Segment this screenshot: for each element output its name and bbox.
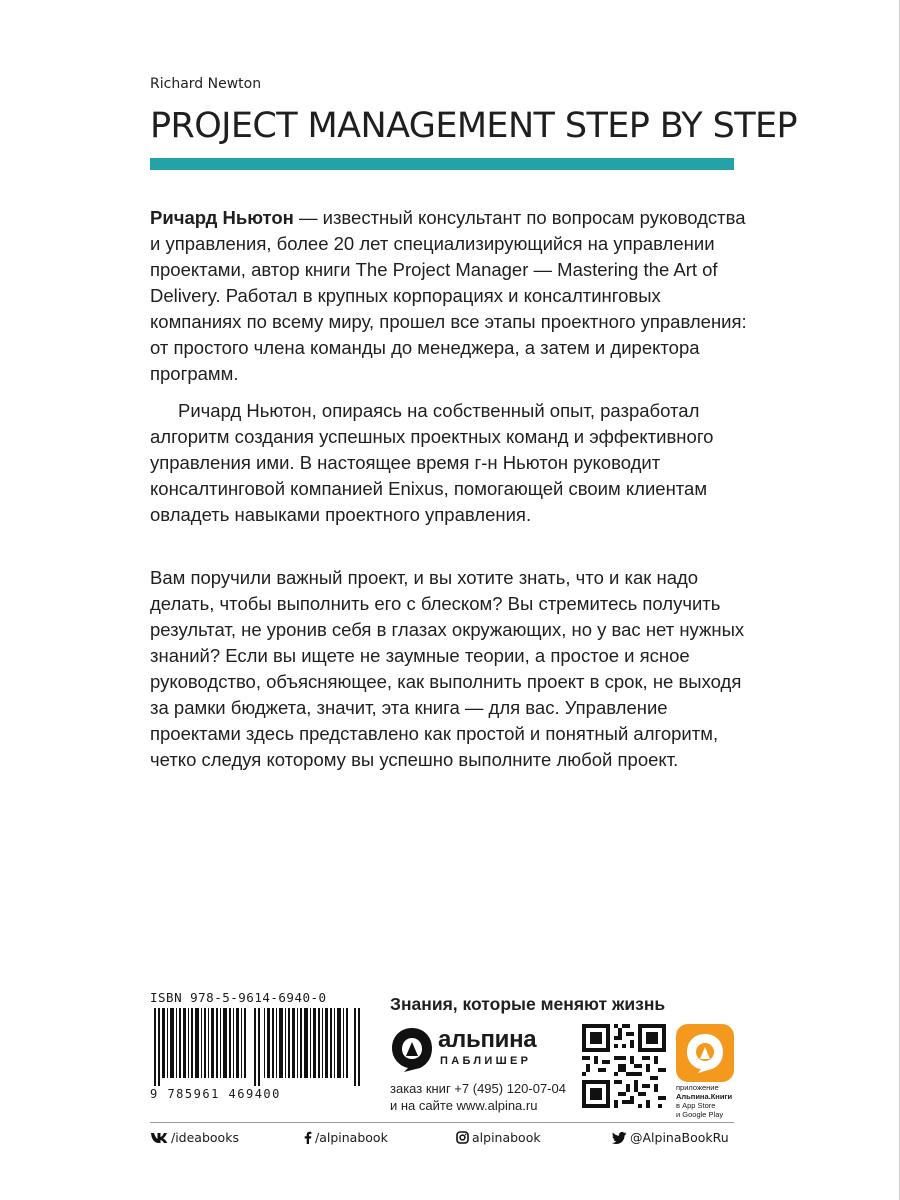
social-link-instagram[interactable] — [456, 1130, 541, 1145]
facebook-icon — [304, 1131, 312, 1144]
order-phone-line: заказ книг +7 (495) 120-07-04 — [390, 1081, 566, 1096]
twitter-handle: @AlpinaBookRu — [630, 1130, 729, 1145]
alpina-app-icon[interactable] — [676, 1024, 734, 1082]
publisher-name: альпина — [438, 1026, 537, 1053]
vk-icon — [150, 1132, 168, 1144]
social-link-twitter[interactable] — [612, 1130, 729, 1145]
accent-bar — [150, 158, 734, 170]
social-link-facebook[interactable] — [304, 1130, 388, 1145]
author-bio-paragraph — [150, 205, 750, 387]
barcode-block — [150, 990, 378, 1112]
twitter-icon — [612, 1132, 627, 1144]
footer-divider — [150, 1122, 734, 1123]
author-name-english: Richard Newton — [150, 76, 262, 92]
website-line: и на сайте www.alpina.ru — [390, 1098, 538, 1113]
app-caption-line3: в App Store — [676, 1101, 716, 1110]
social-link-vk[interactable] — [150, 1130, 239, 1145]
instagram-handle: alpinabook — [472, 1130, 541, 1145]
author-approach-paragraph: Ричард Ньютон, опираясь на собственный опыт, разработал алгоритм создания успешных проектных команд и эффективного управления ими. В настоящее время г-н Ньютон руководит консалтинговой компанией Enixus, помогающей своим клиентам овладеть навыками проектного управления. — [150, 400, 714, 525]
publisher-contact — [390, 1080, 566, 1114]
app-caption-line1: приложение — [676, 1083, 719, 1092]
alpina-logo-icon — [390, 1026, 434, 1072]
barcode-bars — [150, 1008, 368, 1086]
author-bio-text: — известный консультант по вопросам руководства и управления, более 20 лет специализирующийся на управлении проектами, автор книги The Project Manager — Mastering the Art of Delivery. Работал в крупных корпорациях и консалтинговых компаниях по всему миру, прошел все этапы проектного управления: от простого члена команды до менеджера, а затем и директора программ. — [150, 207, 747, 384]
vk-handle: /ideabooks — [171, 1130, 239, 1145]
qr-code[interactable] — [582, 1024, 666, 1108]
app-caption-line4: и Google Play — [676, 1110, 724, 1119]
author-name-bold: Ричард Ньютон — [150, 207, 294, 228]
app-caption — [676, 1083, 756, 1119]
publisher-logo — [390, 1024, 570, 1074]
book-description-paragraph: Вам поручили важный проект, и вы хотите знать, что и как надо делать, чтобы выполнить его с блеском? Вы стремитесь получить результат, не уронив себя в глазах окружающих, но у вас нет нужных знаний? Если вы ищете не заумные теории, а простое и ясное руководство, объясняющее, как выполнить проект в срок, не выходя за рамки бюджета, значит, эта книга — для вас. Управление проектами здесь представлено как простой и понятный алгоритм, четко следуя которому вы успешно выполните любой проект. — [150, 567, 745, 770]
app-caption-brand: Альпина.Книги — [676, 1092, 733, 1101]
instagram-icon — [456, 1131, 469, 1144]
isbn-label: ISBN 978-5-9614-6940-0 — [150, 990, 327, 1005]
publisher-tagline: Знания, которые меняют жизнь — [390, 994, 666, 1014]
publisher-subname: ПАБЛИШЕР — [440, 1055, 532, 1067]
facebook-handle: /alpinabook — [315, 1130, 388, 1145]
book-title-english: PROJECT MANAGEMENT STEP BY STEP — [150, 106, 797, 146]
barcode-digits: 9 785961 469400 — [150, 1087, 281, 1101]
